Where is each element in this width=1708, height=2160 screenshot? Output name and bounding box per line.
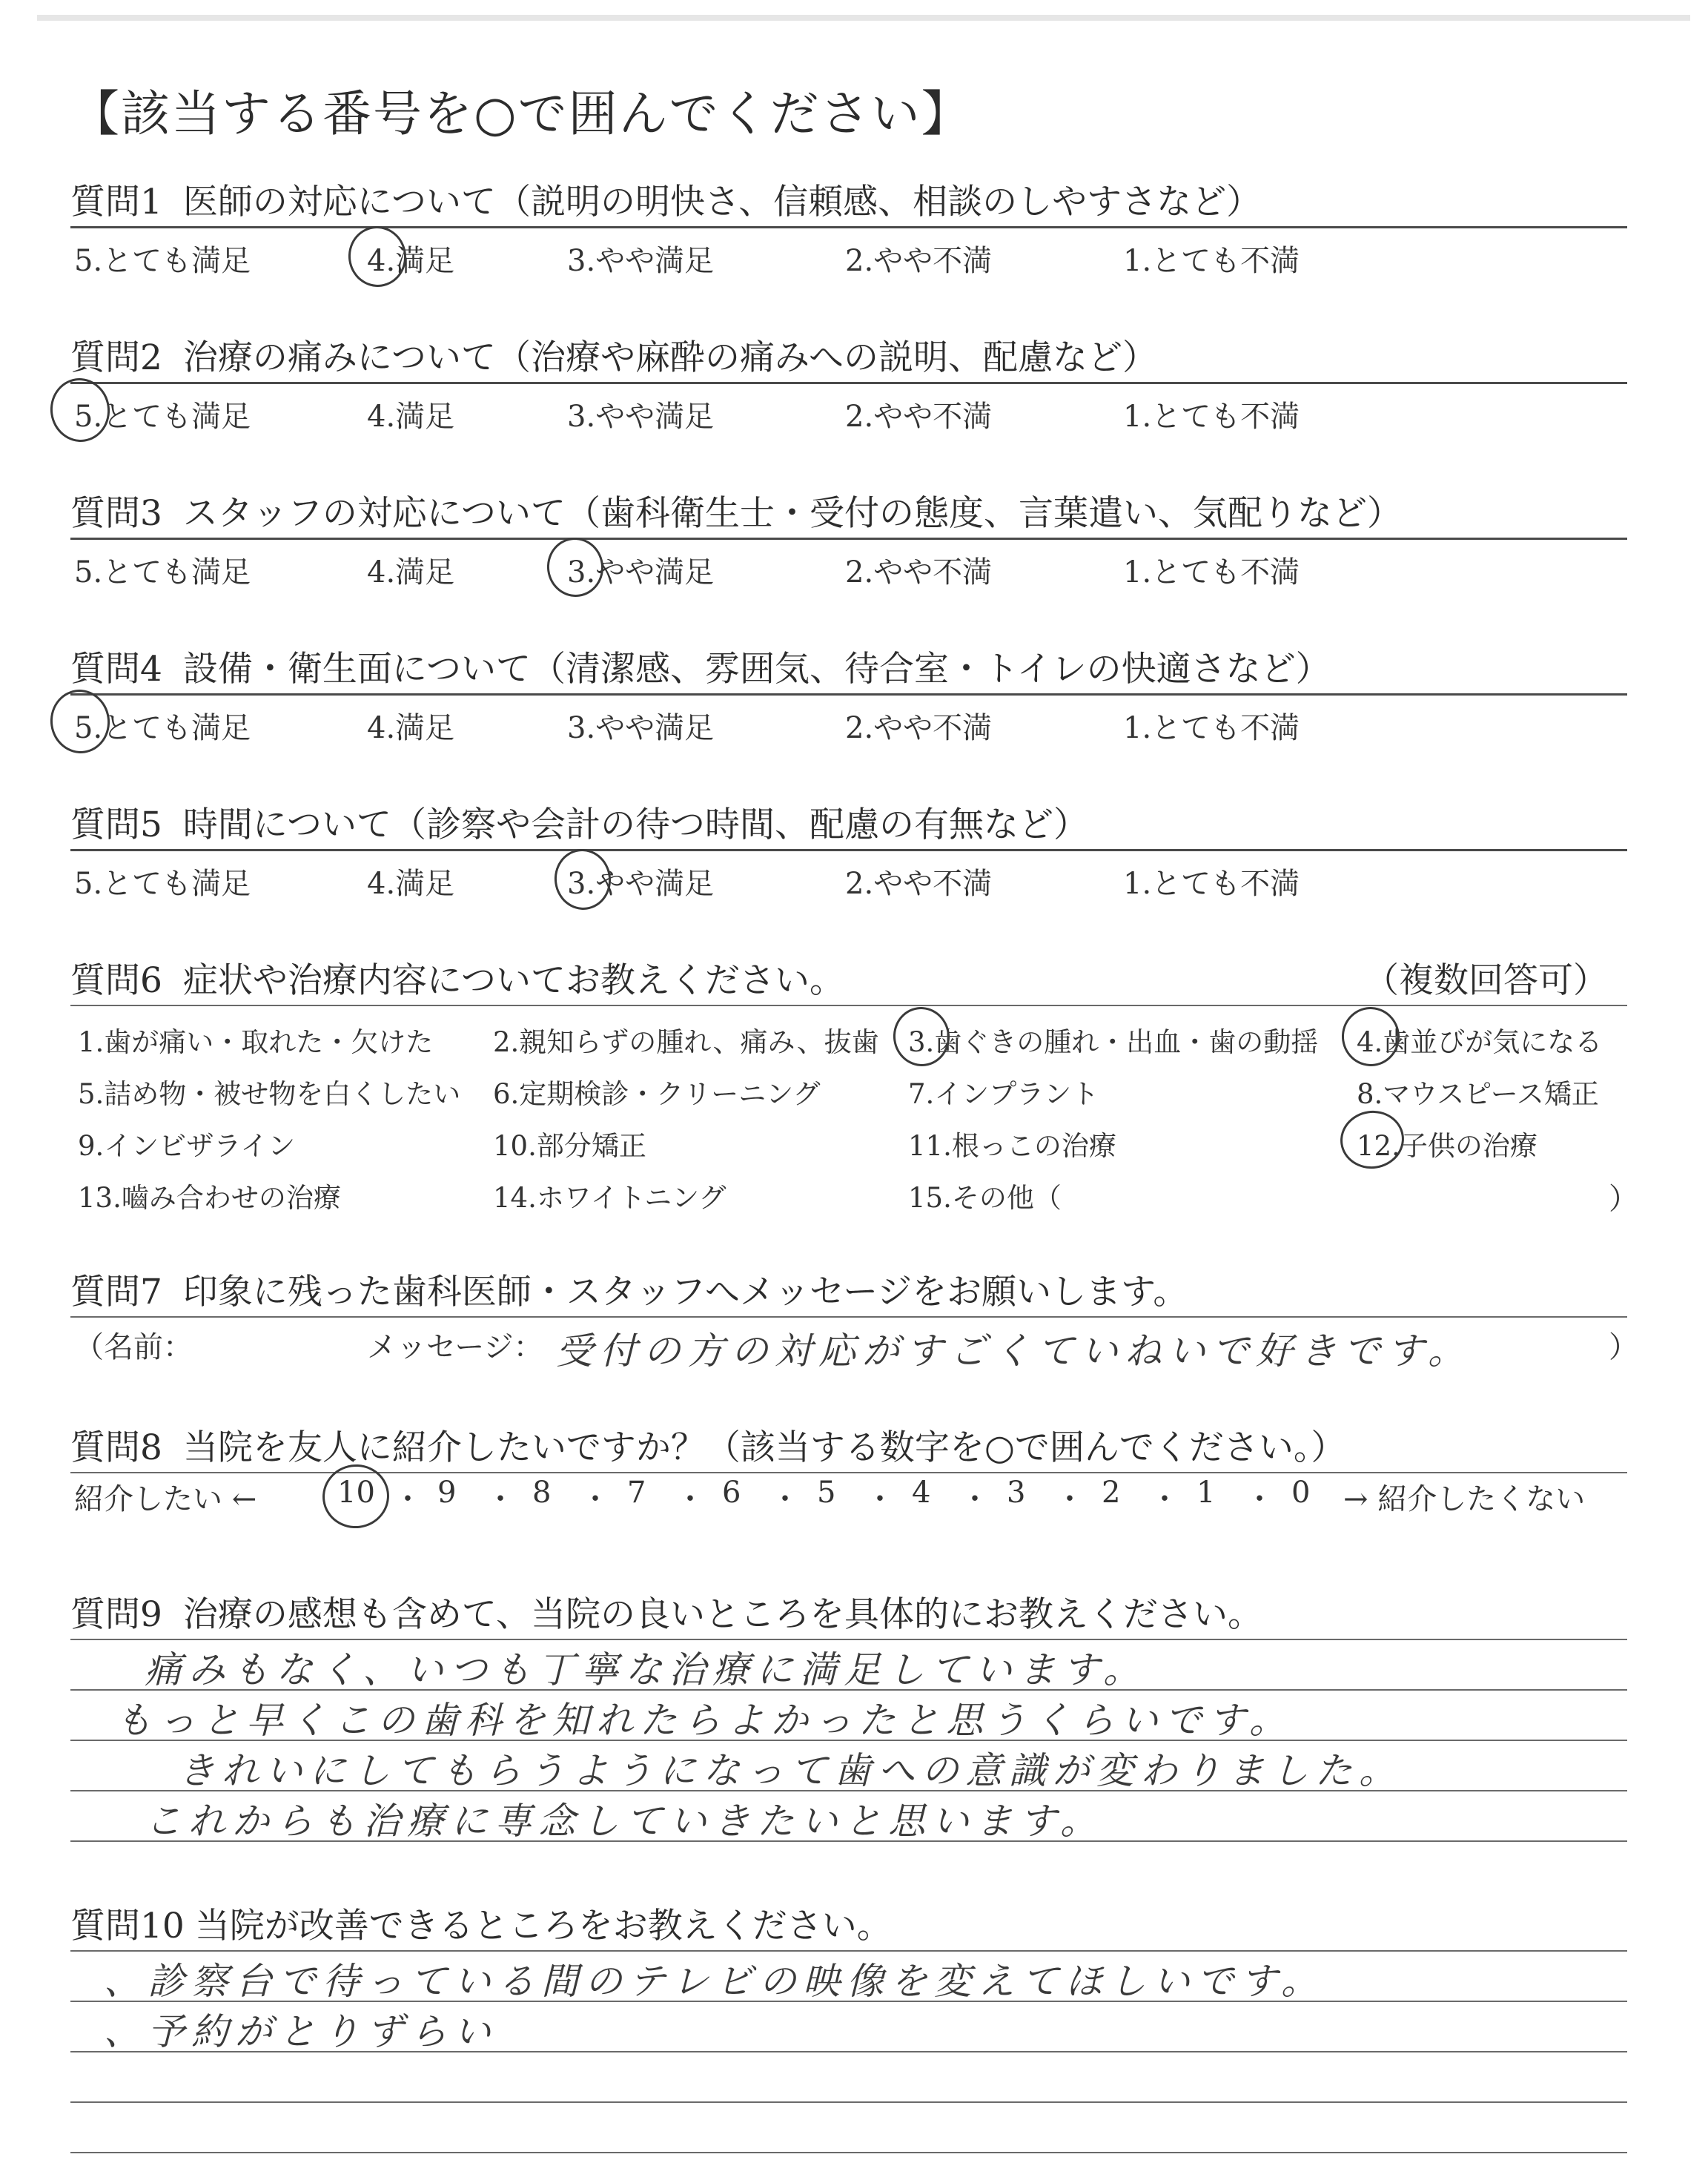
scale-dot: ・ [865, 1482, 895, 1516]
q5-option-5[interactable]: 5.とても満足 [74, 867, 251, 901]
scale-7[interactable]: 7 [627, 1476, 646, 1510]
question-8-title [70, 1420, 1345, 1470]
answer-line [70, 2152, 1627, 2153]
question-number: 質問9 [70, 1594, 162, 1635]
scale-dot: ・ [1055, 1482, 1085, 1516]
q4-option-5[interactable]: 5.とても満足 [74, 711, 251, 745]
q6-item-14[interactable]: 14.ホワイトニング [493, 1182, 726, 1214]
scale-5[interactable]: 5 [817, 1476, 836, 1510]
q3-option-2[interactable]: 2.やや不満 [845, 555, 993, 589]
other-close-paren: ） [1609, 1182, 1638, 1216]
scale-2[interactable]: 2 [1102, 1476, 1121, 1510]
question-number: 質問7 [70, 1272, 162, 1312]
handwritten-answer-line: 痛みもなく、いつも丁寧な治療に満足しています。 [145, 1648, 1147, 1691]
q3-option-1[interactable]: 1.とても不満 [1123, 555, 1300, 589]
question-rule [70, 382, 1627, 384]
handwritten-answer-line: これからも治療に専念していきたいと思います。 [145, 1800, 1104, 1843]
q6-item-7[interactable]: 7.インプラント [908, 1078, 1099, 1110]
q6-item-10[interactable]: 10.部分矯正 [493, 1130, 646, 1162]
q6-item-1[interactable]: 1.歯が痛い・取れた・欠けた [78, 1026, 434, 1058]
q3-option-4[interactable]: 4.満足 [367, 555, 455, 589]
scale-dot: ・ [486, 1482, 515, 1516]
question-number: 質問4 [70, 649, 162, 690]
question-7-title [70, 1264, 1188, 1314]
q4-option-1[interactable]: 1.とても不満 [1123, 711, 1300, 745]
answer-line [70, 2101, 1627, 2103]
scale-dot: ・ [960, 1482, 990, 1516]
name-label: （名前： [74, 1330, 193, 1364]
scale-3[interactable]: 3 [1007, 1476, 1026, 1510]
q6-item-9[interactable]: 9.インビザライン [78, 1130, 296, 1162]
scale-9[interactable]: 9 [437, 1476, 457, 1510]
message-label: メッセージ： [367, 1330, 543, 1364]
multiple-answer-note: （複数回答可） [1364, 960, 1608, 1001]
q1-option-3[interactable]: 3.やや満足 [567, 244, 715, 278]
question-number: 質問2 [70, 337, 162, 378]
q1-option-4[interactable]: 4.満足 [367, 244, 455, 278]
scan-top-edge [37, 15, 1690, 21]
page-title: 【該当する番号を○で囲んでください】 [70, 85, 972, 142]
scale-6[interactable]: 6 [722, 1476, 741, 1510]
q4-option-4[interactable]: 4.満足 [367, 711, 455, 745]
question-text: 医師の対応について（説明の明快さ、信頼感、相談のしやすさなど） [182, 182, 1262, 222]
q4-option-2[interactable]: 2.やや不満 [845, 711, 993, 745]
q5-option-3[interactable]: 3.やや満足 [567, 867, 715, 901]
question-number: 質問3 [70, 493, 162, 534]
question-number: 質問5 [70, 805, 162, 845]
q6-item-8[interactable]: 8.マウスピース矯正 [1357, 1078, 1599, 1110]
question-rule [70, 1472, 1627, 1473]
q2-option-3[interactable]: 3.やや満足 [567, 400, 715, 434]
q6-item-3[interactable]: 3.歯ぐきの腫れ・出血・歯の動揺 [908, 1026, 1319, 1058]
q2-option-4[interactable]: 4.満足 [367, 400, 455, 434]
question-rule [70, 693, 1627, 696]
q6-item-5[interactable]: 5.詰め物・被せ物を白くしたい [78, 1078, 461, 1110]
q5-option-2[interactable]: 2.やや不満 [845, 867, 993, 901]
answer-circle-mark [345, 222, 411, 291]
scale-4[interactable]: 4 [912, 1476, 931, 1510]
handwritten-answer-line: もっと早くこの歯科を知れたらよかったと思うくらいです。 [115, 1699, 1293, 1742]
answer-circle-mark [1338, 1003, 1403, 1070]
q6-item-13[interactable]: 13.嚙み合わせの治療 [78, 1182, 341, 1214]
scale-dot: ・ [393, 1482, 423, 1516]
question-number: 質問10 [70, 1906, 185, 1946]
recommend-right-label: → 紹介したくない [1343, 1482, 1586, 1516]
question-6-title [70, 953, 844, 1003]
q3-option-5[interactable]: 5.とても満足 [74, 555, 251, 589]
q6-item-12[interactable]: 12.子供の治療 [1357, 1130, 1537, 1162]
scale-dot: ・ [770, 1482, 800, 1516]
question-text: 治療の感想も含めて、当院の良いところを具体的にお教えください。 [182, 1594, 1262, 1635]
q1-option-2[interactable]: 2.やや不満 [845, 244, 993, 278]
question-rule [70, 1316, 1627, 1318]
scale-dot: ・ [580, 1482, 610, 1516]
scale-10[interactable]: 10 [337, 1476, 375, 1510]
answer-circle-mark [318, 1460, 393, 1533]
q6-item-15[interactable]: 15.その他（ [908, 1182, 1062, 1214]
scale-dot: ・ [675, 1482, 705, 1516]
question-1-title [70, 174, 1261, 224]
q6-item-6[interactable]: 6.定期検診・クリーニング [493, 1078, 821, 1110]
scale-8[interactable]: 8 [532, 1476, 552, 1510]
question-4-title [70, 641, 1331, 691]
q4-option-3[interactable]: 3.やや満足 [567, 711, 715, 745]
question-9-title [70, 1587, 1262, 1636]
question-rule [70, 226, 1627, 228]
q2-option-5[interactable]: 5.とても満足 [74, 400, 251, 434]
handwritten-answer-line: 、診察台で待っている間のテレビの映像を変えてほしいです。 [104, 1960, 1325, 2003]
answer-circle-mark [551, 845, 615, 914]
q1-option-1[interactable]: 1.とても不満 [1123, 244, 1300, 278]
question-2-title [70, 330, 1157, 380]
q1-option-5[interactable]: 5.とても満足 [74, 244, 251, 278]
question-number: 質問1 [70, 182, 162, 222]
handwritten-message: 受付の方の対応がすごくていねいで好きです。 [556, 1330, 1472, 1373]
q6-item-2[interactable]: 2.親知らずの腫れ、痛み、抜歯 [493, 1026, 879, 1058]
question-text: 当院が改善できるところをお教えください。 [194, 1906, 892, 1946]
answer-circle-mark [890, 1003, 953, 1070]
question-5-title [70, 797, 1088, 847]
handwritten-answer-line: 、予約がとりずらい [104, 2010, 497, 2053]
recommend-left-label: 紹介したい ← [74, 1482, 257, 1516]
question-text: 症状や治療内容についてお教えください。 [182, 960, 844, 1001]
question-text: 当院を友人に紹介したいですか？（該当する数字を○で囲んでください。） [182, 1427, 1346, 1468]
question-text: 治療の痛みについて（治療や麻酔の痛みへの説明、配慮など） [182, 337, 1158, 378]
scale-0[interactable]: 0 [1291, 1476, 1311, 1510]
question-rule [70, 1005, 1627, 1006]
question-text: 印象に残った歯科医師・スタッフへメッセージをお願いします。 [182, 1272, 1188, 1312]
question-number: 質問6 [70, 960, 162, 1001]
question-text: スタッフの対応について（歯科衛生士・受付の態度、言葉遣い、気配りなど） [182, 493, 1402, 534]
scale-dot: ・ [1150, 1482, 1179, 1516]
question-text: 設備・衛生面について（清潔感、雰囲気、待合室・トイレの快適さなど） [182, 649, 1331, 690]
q2-option-1[interactable]: 1.とても不満 [1123, 400, 1300, 434]
scale-dot: ・ [1245, 1482, 1274, 1516]
question-rule [70, 538, 1627, 540]
question-3-title [70, 486, 1402, 535]
q6-item-4[interactable]: 4.歯並びが気になる [1357, 1026, 1603, 1058]
q5-option-1[interactable]: 1.とても不満 [1123, 867, 1300, 901]
question-rule [70, 849, 1627, 851]
question-text: 時間について（診察や会計の待つ時間、配慮の有無など） [182, 805, 1088, 845]
question-10-title [70, 1898, 892, 1948]
q6-item-11[interactable]: 11.根っこの治療 [908, 1130, 1116, 1162]
handwritten-answer-line: きれいにしてもらうようになって歯への意識が変わりました。 [178, 1749, 1403, 1792]
message-close-paren: ） [1609, 1330, 1638, 1364]
scale-1[interactable]: 1 [1196, 1476, 1216, 1510]
q2-option-2[interactable]: 2.やや不満 [845, 400, 993, 434]
q5-option-4[interactable]: 4.満足 [367, 867, 455, 901]
q3-option-3[interactable]: 3.やや満足 [567, 555, 715, 589]
question-number: 質問8 [70, 1427, 162, 1468]
